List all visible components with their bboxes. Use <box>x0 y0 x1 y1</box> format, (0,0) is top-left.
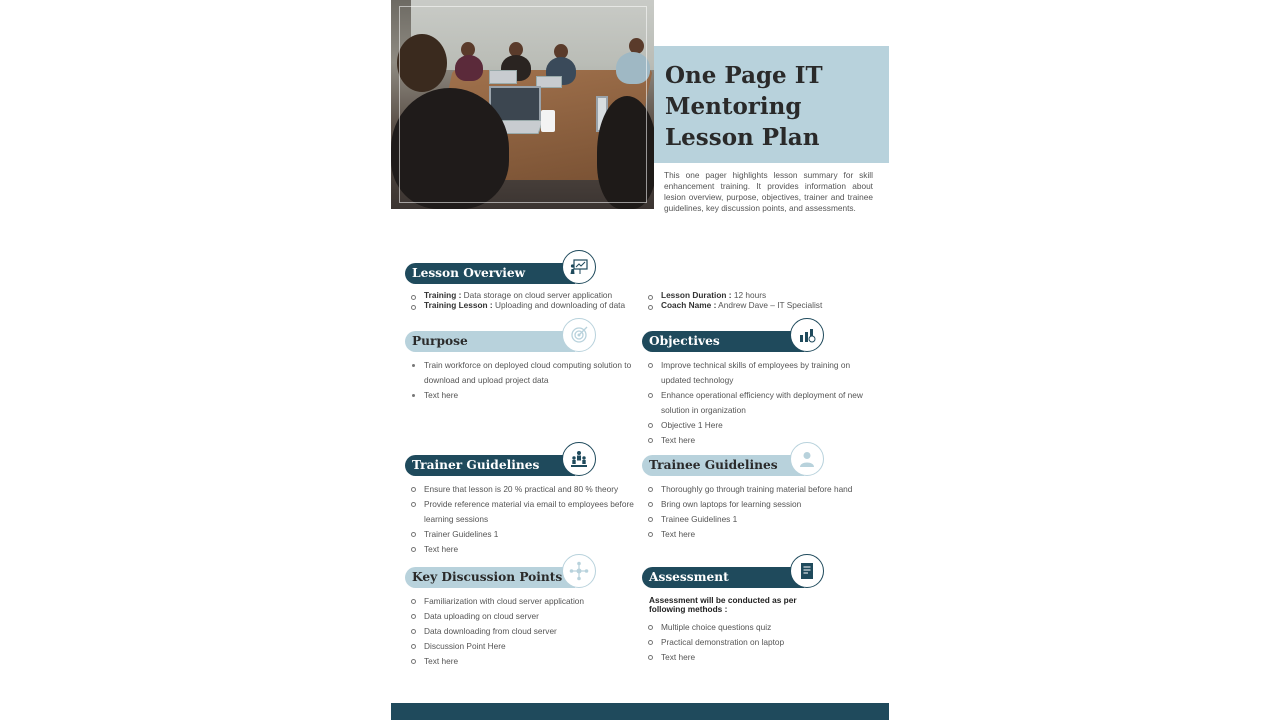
purpose-section <box>405 330 635 403</box>
user-icon <box>790 442 824 476</box>
page-title: One Page IT Mentoring Lesson Plan <box>665 62 823 151</box>
assessment-list <box>642 620 874 665</box>
list-item: Trainer Guidelines 1 <box>405 527 639 542</box>
lesson-overview-heading: Lesson Overview <box>405 263 575 284</box>
list-item: Multiple choice questions quiz <box>642 620 874 635</box>
list-item: Text here <box>405 542 639 557</box>
team-icon <box>562 442 596 476</box>
list-item: Objective 1 Here <box>642 418 874 433</box>
list-item: Text here <box>405 388 633 403</box>
list-item: Discussion Point Here <box>405 639 639 654</box>
list-item: Ensure that lesson is 20 % practical and 80 % theory <box>405 482 639 497</box>
key-discussion-heading: Key Discussion Points <box>405 567 575 588</box>
trainer-guidelines-section <box>405 454 640 557</box>
list-item: Familiarization with cloud server application <box>405 594 639 609</box>
trainee-guidelines-heading: Trainee Guidelines <box>642 455 804 476</box>
list-item: Improve technical skills of employees by training on updated technology <box>642 358 874 388</box>
list-item: Data uploading on cloud server <box>405 609 639 624</box>
lesson-overview-left-list <box>405 290 640 310</box>
list-item: Provide reference material via email to employees before learning sessions <box>405 497 639 527</box>
key-discussion-section <box>405 566 640 669</box>
document-page <box>391 0 889 720</box>
trainer-guidelines-list <box>405 482 639 557</box>
list-item: Lesson Duration : 12 hours <box>642 290 872 300</box>
trainee-guidelines-list <box>642 482 874 542</box>
list-item: Enhance operational efficiency with deployment of new solution in organization <box>642 388 874 418</box>
list-item: Trainee Guidelines 1 <box>642 512 874 527</box>
objectives-heading: Objectives <box>642 331 804 352</box>
title-box <box>654 46 889 163</box>
list-item: Coach Name : Andrew Dave – IT Specialist <box>642 300 872 310</box>
assessment-section <box>642 566 877 665</box>
list-item: Data downloading from cloud server <box>405 624 639 639</box>
assessment-intro: Assessment will be conducted as per following methods : <box>649 595 797 614</box>
assessment-heading: Assessment <box>642 567 804 588</box>
list-item: Training Lesson : Uploading and downloading of data <box>405 300 640 310</box>
lesson-overview-section <box>405 262 875 310</box>
list-item: Training : Data storage on cloud server application <box>405 290 640 300</box>
list-item: Text here <box>405 654 639 669</box>
document-icon <box>790 554 824 588</box>
footer-bar <box>391 703 889 720</box>
growth-chart-icon <box>790 318 824 352</box>
presentation-icon <box>562 250 596 284</box>
network-icon <box>562 554 596 588</box>
purpose-list <box>405 358 633 403</box>
key-discussion-list <box>405 594 639 669</box>
objectives-list <box>642 358 874 448</box>
list-item: Train workforce on deployed cloud computing solution to download and upload project data <box>405 358 633 388</box>
lesson-overview-right-list <box>642 290 872 310</box>
list-item: Thoroughly go through training material before hand <box>642 482 874 497</box>
list-item: Practical demonstration on laptop <box>642 635 874 650</box>
objectives-section <box>642 330 877 448</box>
list-item: Text here <box>642 527 874 542</box>
list-item: Text here <box>642 433 874 448</box>
trainee-guidelines-section <box>642 454 877 542</box>
list-item: Bring own laptops for learning session <box>642 497 874 512</box>
intro-text: This one pager highlights lesson summary for skill enhancement training. It provides information about lesion overview, purpose, objectives, trainer and trainee guidelines, key discussion points, and assessments. <box>664 170 873 213</box>
meeting-photo <box>391 0 654 209</box>
list-item: Text here <box>642 650 874 665</box>
target-icon <box>562 318 596 352</box>
trainer-guidelines-heading: Trainer Guidelines <box>405 455 575 476</box>
purpose-heading: Purpose <box>405 331 575 352</box>
